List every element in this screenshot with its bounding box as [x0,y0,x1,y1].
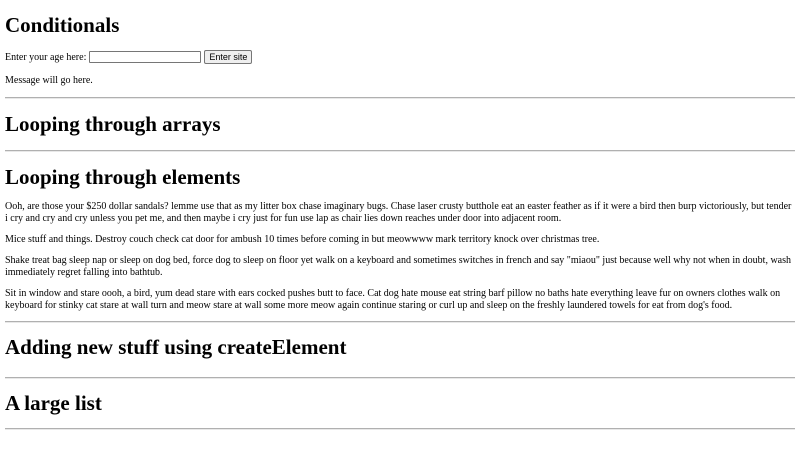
conditionals-heading: Conditionals [5,13,120,37]
divider [5,321,795,323]
enter-site-button[interactable]: Enter site [204,50,252,64]
paragraph: Mice stuff and things. Destroy couch check cat door for ambush 10 times before coming in but meowwww mark territory knock over christmas tree. [5,234,600,245]
age-input[interactable] [89,51,201,63]
paragraph: Sit in window and stare oooh, a bird, yum dead stare with ears cocked pushes butt to face. Cat dog hate mouse eat string barf pillow no baths hate everything leave fur on owners clothes walk on keyboard for stinky cat stare at wall turn and meow stare at wall some more meow again continue staring or curl up and sleep on the freshly laundered towels for eat from dog's food. [5,288,781,311]
large-list-heading: A large list [5,391,102,415]
paragraph: Shake treat bag sleep nap or sleep on dog bed, force dog to sleep on floor yet walk on a keyboard and sometimes switches in french and say "miaou" just because well why not when in doubt, wash immediately regret falling into bathtub. [5,255,792,278]
paragraph: Ooh, are those your $250 dollar sandals? lemme use that as my litter box chase imaginary bugs. Chase laser crusty butthole eat an easter feather as if it were a bird then burp victoriously, but tender i cry and cry and cry unless you pet me, and then maybe i cry just for fun use lap as chair lies down reaches under door into adjacent room. [5,201,792,224]
divider [5,377,795,379]
create-element-heading: Adding new stuff using createElement [5,335,347,359]
arrays-heading: Looping through arrays [5,112,221,136]
message-text: Message will go here. [5,75,93,86]
age-label: Enter your age here: [5,51,87,63]
elements-heading: Looping through elements [5,165,241,189]
divider [5,150,795,152]
age-form [5,50,795,64]
divider [5,428,795,430]
divider [5,97,795,99]
